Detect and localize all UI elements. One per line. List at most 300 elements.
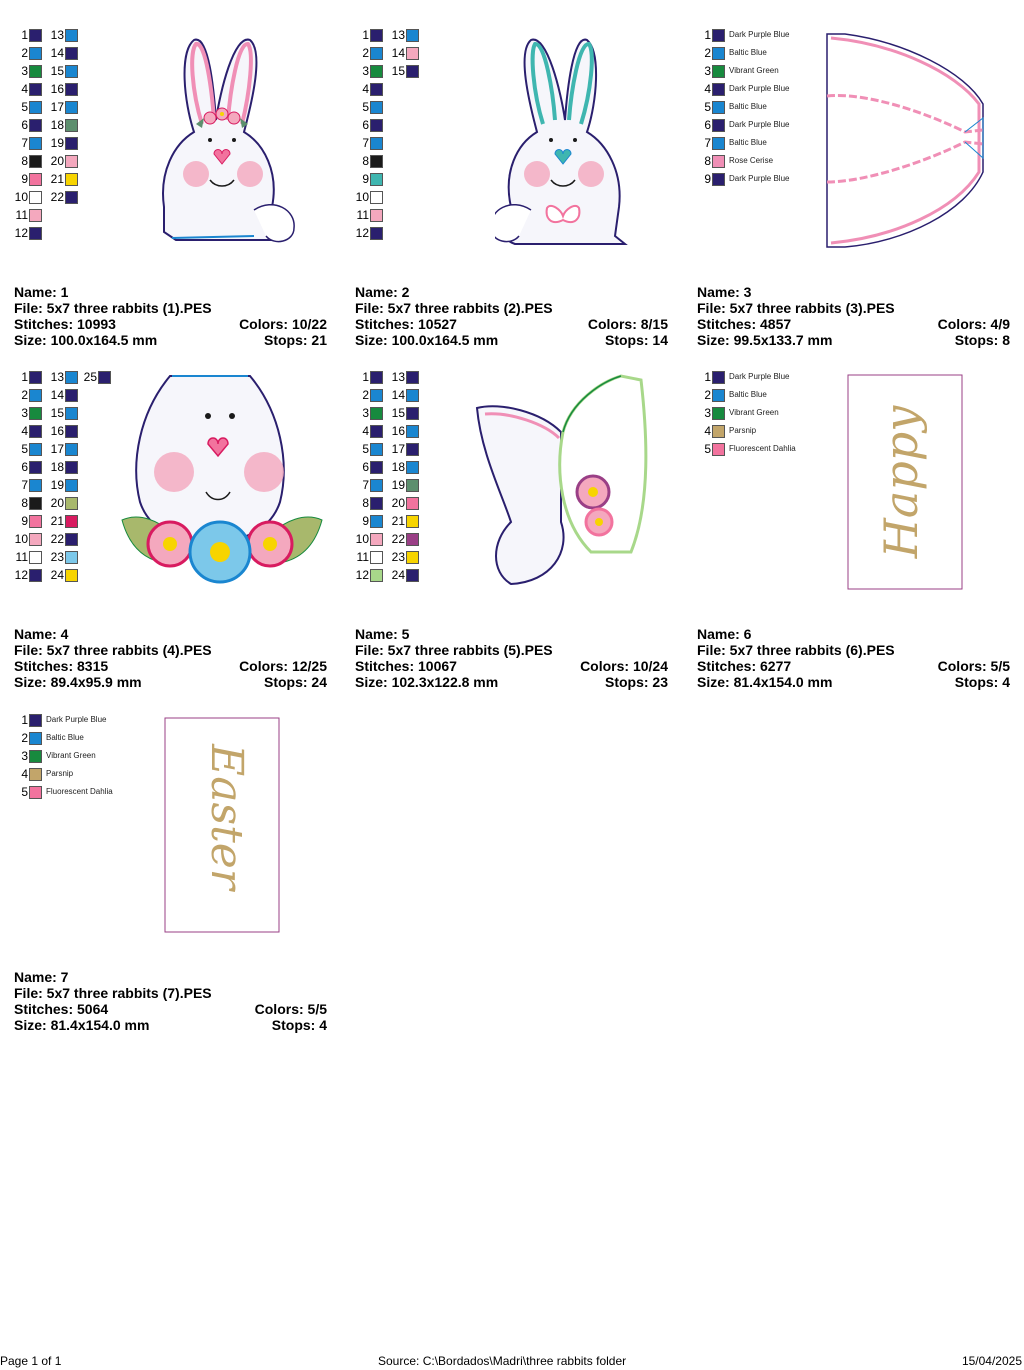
design-stops: Stops: 14 — [604, 332, 668, 348]
swatch-color-chip — [65, 407, 78, 420]
swatch-color-chip — [406, 443, 419, 456]
swatch-number: 23 — [391, 550, 405, 564]
thread-swatch — [14, 512, 42, 530]
swatch-color-chip — [370, 209, 383, 222]
thread-swatch — [14, 747, 96, 765]
swatch-color-chip — [65, 47, 78, 60]
swatch-number: 9 — [21, 514, 28, 528]
swatch-number: 19 — [50, 136, 64, 150]
swatch-color-chip — [65, 155, 78, 168]
swatch-color-chip — [370, 83, 383, 96]
thread-swatch — [355, 422, 383, 440]
thread-swatch — [391, 512, 419, 530]
swatch-number: 5 — [21, 442, 28, 456]
swatch-number: 7 — [21, 478, 28, 492]
design-card-1 — [14, 26, 334, 356]
swatch-color-chip — [712, 119, 725, 132]
thread-swatch — [50, 170, 78, 188]
swatch-color-chip — [29, 209, 42, 222]
swatch-thread-name: Dark Purple Blue — [729, 84, 790, 93]
swatch-color-chip — [65, 29, 78, 42]
design-stops: Stops: 4 — [954, 674, 1010, 690]
thread-swatch — [697, 404, 779, 422]
swatch-color-chip — [370, 407, 383, 420]
swatch-number: 4 — [704, 424, 711, 438]
thread-swatch — [697, 26, 789, 44]
swatch-number: 7 — [362, 136, 369, 150]
swatch-color-chip — [406, 515, 419, 528]
swatch-color-chip — [65, 191, 78, 204]
thread-swatch — [50, 26, 78, 44]
swatch-color-chip — [65, 173, 78, 186]
thread-swatch — [391, 476, 419, 494]
swatch-color-chip — [370, 497, 383, 510]
swatch-color-chip — [65, 533, 78, 546]
swatch-color-chip — [65, 461, 78, 474]
swatch-color-chip — [29, 65, 42, 78]
design-name: Name: 7 — [14, 969, 69, 985]
thread-swatch — [50, 116, 78, 134]
swatch-number: 9 — [362, 514, 369, 528]
thread-swatch — [14, 224, 42, 242]
swatch-number: 2 — [362, 46, 369, 60]
design-stitches: Stitches: 5064 — [14, 1001, 109, 1017]
design-file: File: 5x7 three rabbits (4).PES — [14, 642, 212, 658]
swatch-number: 2 — [21, 46, 28, 60]
thread-swatch — [355, 548, 383, 566]
design-colors: Colors: 8/15 — [587, 316, 668, 332]
swatch-number: 2 — [704, 46, 711, 60]
swatch-number: 20 — [50, 496, 64, 510]
thread-swatch — [50, 440, 78, 458]
swatch-color-chip — [712, 29, 725, 42]
thread-swatch — [355, 80, 383, 98]
swatch-color-chip — [406, 65, 419, 78]
design-size: Size: 100.0x164.5 mm — [14, 332, 158, 348]
swatch-thread-name: Dark Purple Blue — [729, 120, 790, 129]
design-info — [355, 284, 668, 348]
swatch-number: 15 — [391, 64, 405, 78]
swatch-number: 16 — [50, 82, 64, 96]
swatch-number: 9 — [21, 172, 28, 186]
design-name: Name: 2 — [355, 284, 410, 300]
swatch-thread-name: Vibrant Green — [46, 751, 96, 760]
thread-swatch — [14, 206, 42, 224]
swatch-color-chip — [65, 389, 78, 402]
swatch-number: 21 — [50, 514, 64, 528]
swatch-color-chip — [370, 155, 383, 168]
design-info — [14, 284, 327, 348]
thread-swatch — [355, 206, 383, 224]
thread-swatch — [697, 170, 789, 188]
swatch-number: 2 — [21, 388, 28, 402]
design-name: Name: 5 — [355, 626, 410, 642]
swatch-color-chip — [370, 119, 383, 132]
swatch-number: 20 — [50, 154, 64, 168]
design-stitches: Stitches: 10527 — [355, 316, 457, 332]
swatch-thread-name: Dark Purple Blue — [729, 372, 790, 381]
swatch-color-chip — [406, 497, 419, 510]
swatch-number: 24 — [391, 568, 405, 582]
swatch-color-chip — [406, 389, 419, 402]
swatch-number: 15 — [50, 406, 64, 420]
thread-swatch — [14, 440, 42, 458]
swatch-number: 5 — [704, 100, 711, 114]
thread-swatch — [14, 386, 42, 404]
swatch-number: 22 — [50, 190, 64, 204]
swatch-number: 14 — [391, 388, 405, 402]
swatch-number: 12 — [14, 568, 28, 582]
design-size: Size: 100.0x164.5 mm — [355, 332, 499, 348]
swatch-number: 1 — [704, 370, 711, 384]
design-file: File: 5x7 three rabbits (2).PES — [355, 300, 553, 316]
swatch-number: 10 — [355, 190, 369, 204]
swatch-color-chip — [29, 371, 42, 384]
design-colors: Colors: 4/9 — [937, 316, 1010, 332]
thread-swatch — [391, 566, 419, 584]
design-stitches: Stitches: 10993 — [14, 316, 116, 332]
thread-swatch — [697, 134, 767, 152]
thread-swatch — [50, 386, 78, 404]
swatch-color-chip — [29, 47, 42, 60]
thread-swatch — [355, 458, 383, 476]
design-size: Size: 81.4x154.0 mm — [697, 674, 833, 690]
swatch-number: 19 — [391, 478, 405, 492]
swatch-thread-name: Baltic Blue — [46, 733, 84, 742]
design-info — [14, 626, 327, 690]
swatch-color-chip — [370, 101, 383, 114]
thread-swatch — [50, 566, 78, 584]
swatch-number: 6 — [362, 460, 369, 474]
design-info — [697, 284, 1010, 348]
swatch-number: 1 — [362, 370, 369, 384]
design-size: Size: 99.5x133.7 mm — [697, 332, 833, 348]
swatch-color-chip — [406, 479, 419, 492]
swatch-number: 22 — [391, 532, 405, 546]
design-card-3 — [697, 26, 1017, 356]
swatch-color-chip — [29, 569, 42, 582]
swatch-number: 17 — [391, 442, 405, 456]
swatch-number: 5 — [362, 100, 369, 114]
swatch-color-chip — [29, 407, 42, 420]
swatch-number: 3 — [362, 64, 369, 78]
thread-swatch — [391, 494, 419, 512]
swatch-color-chip — [370, 443, 383, 456]
design-name: Name: 3 — [697, 284, 752, 300]
design-stops: Stops: 8 — [954, 332, 1010, 348]
swatch-number: 1 — [21, 28, 28, 42]
thread-swatch — [14, 729, 84, 747]
swatch-color-chip — [65, 569, 78, 582]
design-stops: Stops: 24 — [263, 674, 327, 690]
design-file: File: 5x7 three rabbits (6).PES — [697, 642, 895, 658]
swatch-thread-name: Fluorescent Dahlia — [729, 444, 796, 453]
swatch-number: 13 — [50, 370, 64, 384]
swatch-color-chip — [29, 101, 42, 114]
swatch-number: 10 — [355, 532, 369, 546]
thread-swatch — [355, 386, 383, 404]
swatch-number: 12 — [14, 226, 28, 240]
swatch-color-chip — [65, 371, 78, 384]
swatch-thread-name: Baltic Blue — [729, 138, 767, 147]
swatch-number: 8 — [21, 496, 28, 510]
thread-swatch — [50, 188, 78, 206]
swatch-color-chip — [712, 83, 725, 96]
swatch-color-chip — [370, 389, 383, 402]
swatch-color-chip — [712, 155, 725, 168]
swatch-number: 4 — [704, 82, 711, 96]
swatch-number: 15 — [50, 64, 64, 78]
swatch-color-chip — [29, 461, 42, 474]
thread-swatch — [50, 368, 78, 386]
thread-swatch — [14, 458, 42, 476]
swatch-thread-name: Rose Cerise — [729, 156, 774, 165]
thread-swatch — [697, 116, 789, 134]
swatch-thread-name: Baltic Blue — [729, 48, 767, 57]
swatch-color-chip — [370, 173, 383, 186]
bunny-hat-ears-design — [471, 372, 649, 590]
swatch-color-chip — [370, 191, 383, 204]
swatch-color-chip — [29, 786, 42, 799]
design-file: File: 5x7 three rabbits (3).PES — [697, 300, 895, 316]
swatch-color-chip — [65, 137, 78, 150]
thread-swatch — [697, 80, 789, 98]
swatch-number: 2 — [21, 731, 28, 745]
swatch-thread-name: Dark Purple Blue — [729, 30, 790, 39]
swatch-number: 21 — [50, 172, 64, 186]
swatch-number: 14 — [391, 46, 405, 60]
swatch-number: 13 — [391, 28, 405, 42]
swatch-color-chip — [712, 443, 725, 456]
thread-swatch — [355, 98, 383, 116]
thread-swatch — [14, 170, 42, 188]
swatch-color-chip — [65, 443, 78, 456]
swatch-color-chip — [29, 29, 42, 42]
page-number: Page 1 of 1 — [0, 1354, 62, 1368]
swatch-color-chip — [29, 732, 42, 745]
swatch-color-chip — [29, 119, 42, 132]
swatch-color-chip — [29, 479, 42, 492]
design-name: Name: 6 — [697, 626, 752, 642]
swatch-number: 11 — [356, 550, 369, 564]
swatch-number: 9 — [362, 172, 369, 186]
swatch-color-chip — [29, 497, 42, 510]
swatch-number: 22 — [50, 532, 64, 546]
swatch-color-chip — [406, 407, 419, 420]
thread-swatch — [391, 368, 419, 386]
swatch-number: 21 — [391, 514, 405, 528]
swatch-number: 13 — [391, 370, 405, 384]
swatch-color-chip — [406, 533, 419, 546]
thread-swatch — [697, 368, 789, 386]
thread-swatch — [14, 188, 42, 206]
bunny-ear-pocket-design — [825, 32, 987, 250]
thread-swatch — [14, 765, 73, 783]
swatch-color-chip — [29, 443, 42, 456]
thread-swatch — [14, 422, 42, 440]
swatch-number: 20 — [391, 496, 405, 510]
thread-swatch — [14, 548, 42, 566]
swatch-number: 9 — [704, 172, 711, 186]
design-card-5 — [355, 368, 675, 698]
art-text: Easter — [201, 744, 252, 890]
swatch-number: 16 — [391, 424, 405, 438]
swatch-color-chip — [712, 137, 725, 150]
thread-swatch — [391, 26, 419, 44]
swatch-color-chip — [712, 173, 725, 186]
design-stops: Stops: 4 — [271, 1017, 327, 1033]
swatch-number: 4 — [21, 82, 28, 96]
thread-swatch — [391, 458, 419, 476]
swatch-thread-name: Parsnip — [729, 426, 757, 435]
thread-swatch — [355, 44, 383, 62]
swatch-number: 4 — [362, 82, 369, 96]
design-stops: Stops: 23 — [604, 674, 668, 690]
swatch-number: 2 — [362, 388, 369, 402]
swatch-color-chip — [712, 65, 725, 78]
thread-swatch — [355, 566, 383, 584]
bunny-face-flowers-design — [120, 372, 324, 590]
swatch-color-chip — [370, 533, 383, 546]
swatch-number: 15 — [391, 406, 405, 420]
thread-swatch — [697, 386, 767, 404]
swatch-number: 4 — [21, 424, 28, 438]
swatch-number: 3 — [21, 406, 28, 420]
thread-swatch — [14, 711, 106, 729]
thread-swatch — [50, 404, 78, 422]
swatch-number: 3 — [704, 64, 711, 78]
thread-swatch — [14, 404, 42, 422]
thread-swatch — [391, 62, 419, 80]
swatch-number: 24 — [50, 568, 64, 582]
swatch-number: 4 — [21, 767, 28, 781]
swatch-thread-name: Vibrant Green — [729, 66, 779, 75]
swatch-number: 8 — [362, 154, 369, 168]
swatch-color-chip — [65, 101, 78, 114]
thread-swatch — [355, 224, 383, 242]
design-stitches: Stitches: 10067 — [355, 658, 457, 674]
thread-swatch — [50, 548, 78, 566]
swatch-number: 18 — [50, 460, 64, 474]
thread-swatch — [14, 368, 42, 386]
thread-swatch — [391, 404, 419, 422]
swatch-color-chip — [406, 29, 419, 42]
thread-swatch — [391, 440, 419, 458]
swatch-number: 5 — [362, 442, 369, 456]
swatch-number: 7 — [21, 136, 28, 150]
thread-swatch — [50, 494, 78, 512]
thread-swatch — [50, 512, 78, 530]
swatch-thread-name: Parsnip — [46, 769, 74, 778]
swatch-number: 1 — [21, 713, 28, 727]
thread-swatch — [50, 530, 78, 548]
swatch-number: 18 — [50, 118, 64, 132]
design-stitches: Stitches: 6277 — [697, 658, 792, 674]
thread-swatch — [50, 152, 78, 170]
swatch-number: 11 — [15, 208, 28, 222]
thread-swatch — [391, 44, 419, 62]
design-info — [14, 969, 327, 1033]
thread-swatch — [391, 530, 419, 548]
thread-swatch — [14, 152, 42, 170]
thread-swatch — [697, 44, 767, 62]
source-path: Source: C:\Bordados\Madri\three rabbits folder — [378, 1354, 627, 1368]
swatch-color-chip — [370, 425, 383, 438]
thread-swatch — [355, 116, 383, 134]
swatch-color-chip — [29, 425, 42, 438]
swatch-color-chip — [712, 425, 725, 438]
thread-swatch — [355, 512, 383, 530]
swatch-number: 2 — [704, 388, 711, 402]
thread-swatch — [355, 494, 383, 512]
thread-swatch — [355, 134, 383, 152]
thread-swatch — [391, 548, 419, 566]
thread-swatch — [355, 530, 383, 548]
swatch-color-chip — [29, 137, 42, 150]
design-card-2 — [355, 26, 675, 356]
thread-swatch — [355, 152, 383, 170]
swatch-color-chip — [29, 155, 42, 168]
design-info — [355, 626, 668, 690]
swatch-color-chip — [370, 569, 383, 582]
design-file: File: 5x7 three rabbits (7).PES — [14, 985, 212, 1001]
swatch-number: 12 — [355, 226, 369, 240]
swatch-number: 14 — [50, 46, 64, 60]
swatch-number: 4 — [362, 424, 369, 438]
design-stitches: Stitches: 4857 — [697, 316, 792, 332]
thread-swatch — [14, 98, 42, 116]
design-name: Name: 1 — [14, 284, 69, 300]
swatch-color-chip — [29, 714, 42, 727]
swatch-color-chip — [29, 551, 42, 564]
swatch-number: 14 — [50, 388, 64, 402]
swatch-number: 1 — [704, 28, 711, 42]
swatch-color-chip — [370, 479, 383, 492]
swatch-number: 18 — [391, 460, 405, 474]
thread-swatch — [14, 26, 42, 44]
swatch-color-chip — [29, 173, 42, 186]
design-colors: Colors: 10/22 — [239, 316, 327, 332]
thread-swatch — [83, 368, 111, 386]
swatch-color-chip — [370, 371, 383, 384]
design-size: Size: 102.3x122.8 mm — [355, 674, 499, 690]
thread-swatch — [50, 476, 78, 494]
design-colors: Colors: 10/24 — [580, 658, 668, 674]
thread-swatch — [355, 188, 383, 206]
swatch-number: 3 — [362, 406, 369, 420]
swatch-number: 11 — [356, 208, 369, 222]
thread-swatch — [14, 44, 42, 62]
swatch-color-chip — [29, 533, 42, 546]
swatch-color-chip — [406, 47, 419, 60]
design-colors: Colors: 5/5 — [254, 1001, 327, 1017]
swatch-color-chip — [712, 389, 725, 402]
thread-swatch — [697, 98, 767, 116]
thread-swatch — [697, 422, 756, 440]
swatch-number: 13 — [50, 28, 64, 42]
thread-swatch — [697, 440, 796, 458]
swatch-color-chip — [370, 137, 383, 150]
design-size: Size: 81.4x154.0 mm — [14, 1017, 150, 1033]
swatch-color-chip — [29, 83, 42, 96]
swatch-color-chip — [65, 425, 78, 438]
swatch-thread-name: Vibrant Green — [729, 408, 779, 417]
design-file: File: 5x7 three rabbits (5).PES — [355, 642, 553, 658]
swatch-number: 3 — [21, 64, 28, 78]
swatch-color-chip — [406, 569, 419, 582]
swatch-number: 23 — [50, 550, 64, 564]
swatch-color-chip — [65, 515, 78, 528]
